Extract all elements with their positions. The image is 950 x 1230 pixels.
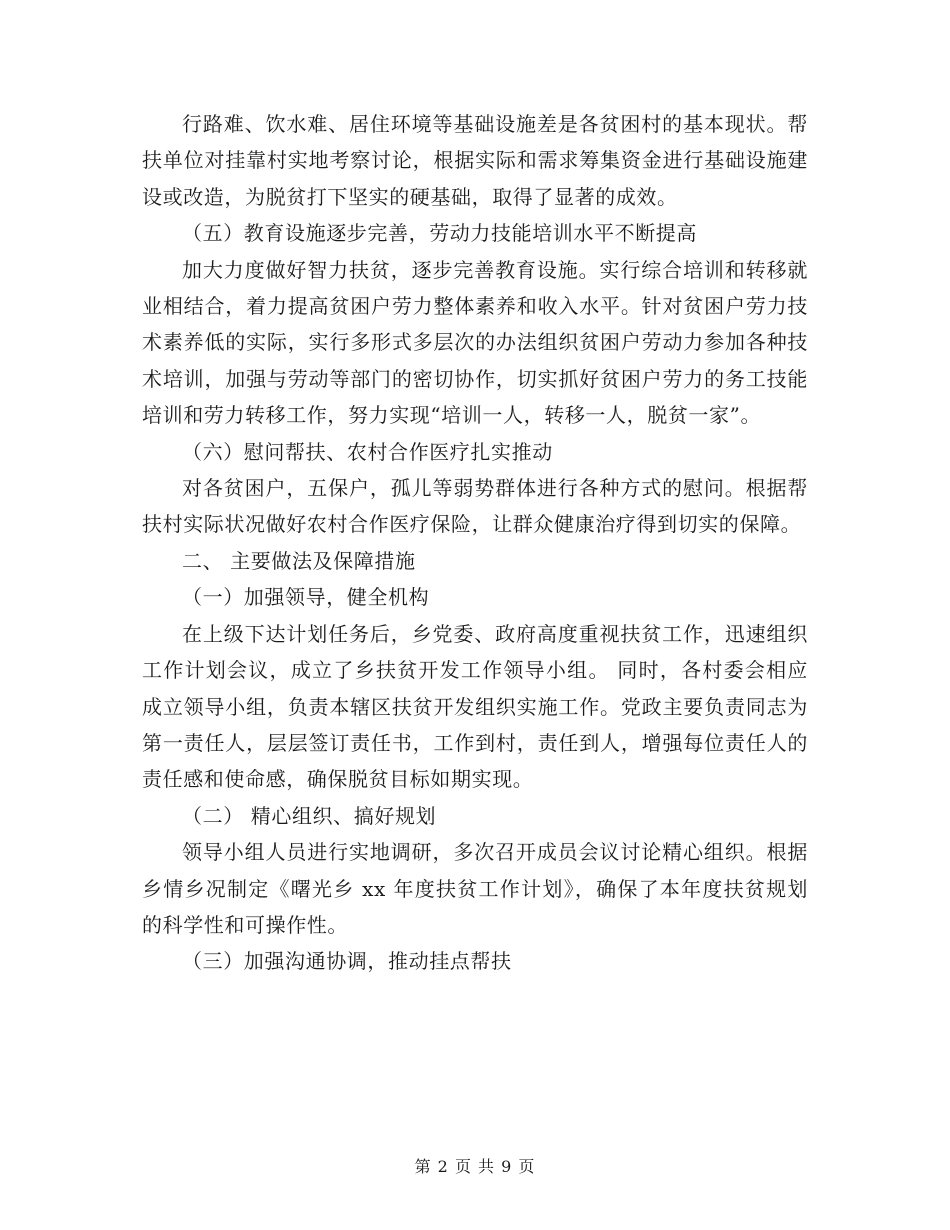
paragraph-medical: 对各贫困户，五保户，孤儿等弱势群体进行各种方式的慰问。根据帮扶村实际状况做好农村合作医疗保险，让群众健康治疗得到切实的保障。 bbox=[142, 476, 808, 537]
heading-section-two: 二、 主要做法及保障措施 bbox=[182, 548, 416, 573]
heading-planning: （二） 精心组织、搞好规划 bbox=[182, 803, 437, 828]
paragraph-planning: 领导小组人员进行实地调研，多次召开成员会议讨论精心组织。根据乡情乡况制定《曙光乡 xx 年度扶贫工作计划》，确保了本年度扶贫规划的科学性和可操作性。 bbox=[142, 840, 808, 937]
heading-coordination: （三）加强沟通协调，推动挂点帮扶 bbox=[182, 949, 512, 974]
paragraph-leadership: 在上级下达计划任务后，乡党委、政府高度重视扶贫工作，迅速组织工作计划会议，成立了乡扶贫开发工作领导小组。 同时，各村委会相应成立领导小组，负责本辖区扶贫开发组织实施工作。党政主要负责同志为第一责任人，层层签订责任书，工作到村，责任到人，增强每位责任人的责任感和使命感，确保脱贫目标如期实现。 bbox=[142, 621, 808, 792]
document-body bbox=[142, 106, 808, 980]
heading-leadership: （一）加强领导，健全机构 bbox=[182, 585, 430, 610]
heading-medical: （六）慰问帮扶、农村合作医疗扎实推动 bbox=[182, 439, 553, 464]
paragraph-education: 加大力度做好智力扶贫，逐步完善教育设施。实行综合培训和转移就业相结合，着力提高贫困户劳力整体素养和收入水平。针对贫困户劳力技术素养低的实际，实行多形式多层次的办法组织贫困户劳动力参加各种技术培训，加强与劳动等部门的密切协作，切实抓好贫困户劳力的务工技能培训和劳力转移工作，努力实现“培训一人，转移一人，脱贫一家”。 bbox=[142, 257, 808, 428]
heading-education: （五）教育设施逐步完善，劳动力技能培训水平不断提高 bbox=[182, 221, 697, 246]
page-footer: 第 2 页 共 9 页 bbox=[414, 1157, 536, 1176]
paragraph-infrastructure: 行路难、饮水难、居住环境等基础设施差是各贫困村的基本现状。帮扶单位对挂靠村实地考察讨论，根据实际和需求筹集资金进行基础设施建设或改造，为脱贫打下坚实的硬基础，取得了显著的成效。 bbox=[142, 112, 808, 209]
